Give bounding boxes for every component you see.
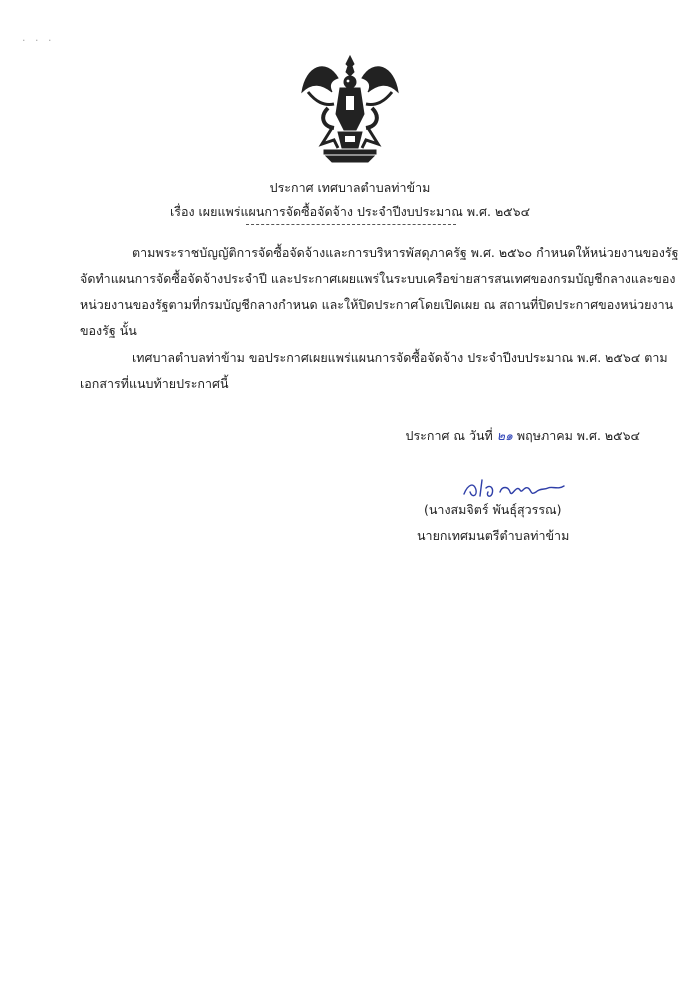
- title-divider: [246, 224, 456, 225]
- paragraph-line: หน่วยงานของรัฐตามที่กรมบัญชีกลางกำหนด และให้ปิดประกาศโดยเปิดเผย ณ สถานที่ปิดประกาศของหน่วยงาน: [80, 297, 674, 312]
- signatory-position: นายกเทศมนตรีตำบลท่าข้าม: [417, 528, 570, 543]
- paragraph-line: เทศบาลตำบลท่าข้าม ขอประกาศเผยแพร่แผนการจัดซื้อจัดจ้าง ประจำปีงบประมาณ พ.ศ. ๒๕๖๔ ตาม: [132, 350, 668, 365]
- body-paragraph-2: [80, 345, 668, 397]
- date-day-handwritten: ๒๑: [496, 428, 513, 443]
- date-prefix: ประกาศ ณ วันที่: [405, 428, 493, 443]
- paragraph-line: เอกสารที่แนบท้ายประกาศนี้: [80, 376, 229, 391]
- paragraph-line: ตามพระราชบัญญัติการจัดซื้อจัดจ้างและการบริหารพัสดุภาครัฐ พ.ศ. ๒๕๖๐ กำหนดให้หน่วยงานของรัฐ: [132, 245, 679, 260]
- signatory-name: (นางสมจิตร์ พันธุ์สุวรรณ): [424, 502, 562, 517]
- body-paragraph-1: [80, 240, 679, 344]
- announcement-date: [80, 426, 640, 446]
- garuda-emblem-icon: [298, 52, 402, 164]
- paragraph-line: ของรัฐ นั้น: [80, 323, 137, 338]
- scan-speck: · · ·: [22, 34, 55, 47]
- date-suffix: พฤษภาคม พ.ศ. ๒๕๖๔: [516, 428, 640, 443]
- announcement-subject: เรื่อง เผยแพร่แผนการจัดซื้อจัดจ้าง ประจำปีงบประมาณ พ.ศ. ๒๕๖๔: [169, 204, 531, 219]
- paragraph-line: จัดทำแผนการจัดซื้อจัดจ้างประจำปี และประกาศเผยแพร่ในระบบเครือข่ายสารสนเทศของกรมบัญชีกลางและของ: [80, 271, 676, 286]
- announcement-title: ประกาศ เทศบาลตำบลท่าข้าม: [269, 180, 431, 195]
